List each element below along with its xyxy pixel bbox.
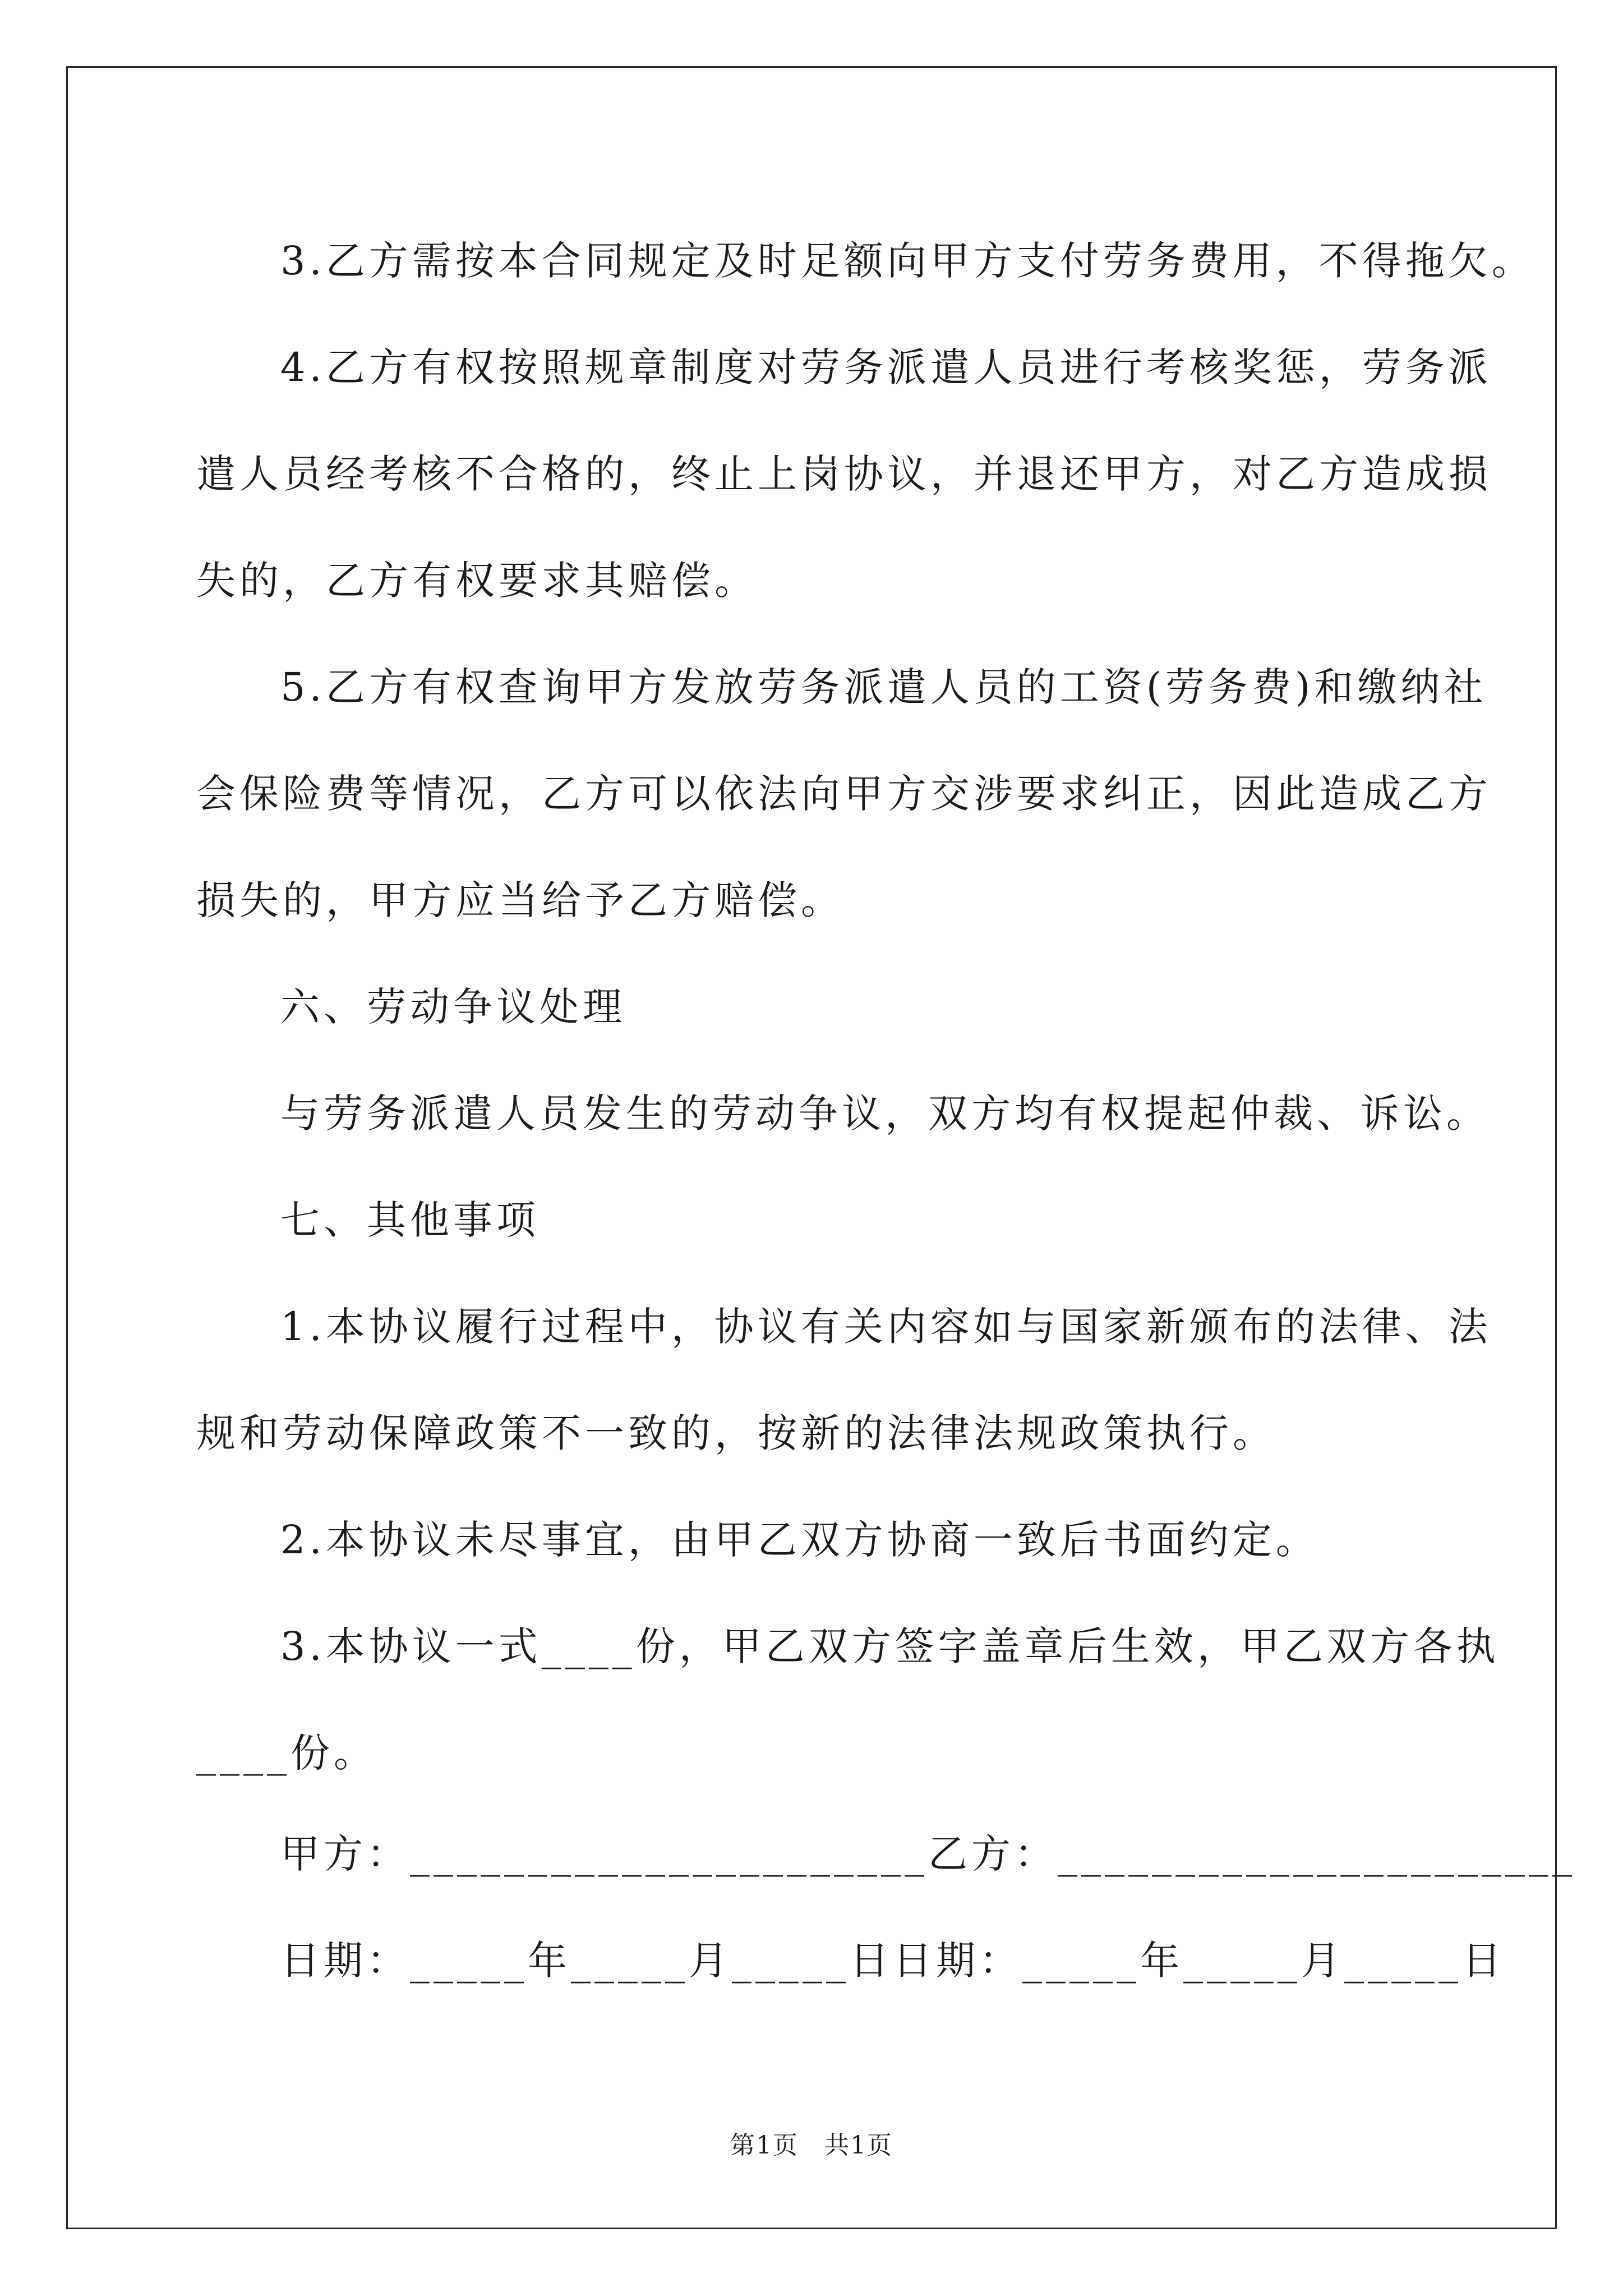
paragraph-line: 4.乙方有权按照规章制度对劳务派遣人员进行考核奖惩，劳务派 — [280, 344, 1492, 390]
page-number-footer: 第1页 共1页 — [730, 2131, 893, 2160]
section-heading: 七、其他事项 — [280, 1197, 540, 1243]
paragraph-line: 5.乙方有权查询甲方发放劳务派遣人员的工资(劳务费)和缴纳社 — [280, 664, 1487, 710]
paragraph-line: 2.本协议未尽事宜，由甲乙双方协商一致后书面约定。 — [280, 1517, 1319, 1563]
paragraph-line: 3.乙方需按本合同规定及时足额向甲方支付劳务费用，不得拖欠。 — [280, 238, 1535, 284]
paragraph-line: 损失的，甲方应当给予乙方赔偿。 — [196, 877, 844, 923]
paragraph-line: 1.本协议履行过程中，协议有关内容如与国家新颁布的法律、法 — [280, 1304, 1492, 1350]
document-body — [196, 208, 1535, 1806]
section-heading: 六、劳动争议处理 — [280, 984, 626, 1030]
paragraph-line: 失的，乙方有权要求其赔偿。 — [196, 558, 758, 604]
signature-dates-line: 日期：_____年_____月_____日日期：_____年_____月_____日 — [280, 1938, 1505, 1984]
paragraph-line: ____份。 — [196, 1730, 377, 1776]
paragraph-line: 遣人员经考核不合格的，终止上岗协议，并退还甲方，对乙方造成损 — [196, 451, 1492, 497]
signature-parties-line: 甲方：______________________乙方：______________________ — [280, 1831, 1576, 1877]
paragraph-line: 3.本协议一式____份，甲乙双方签字盖章后生效，甲乙双方各执 — [280, 1623, 1500, 1669]
paragraph-line: 会保险费等情况，乙方可以依法向甲方交涉要求纠正，因此造成乙方 — [196, 771, 1492, 817]
paragraph-line: 与劳务派遣人员发生的劳动争议，双方均有权提起仲裁、诉讼。 — [280, 1091, 1490, 1137]
paragraph-line: 规和劳动保障政策不一致的，按新的法律法规政策执行。 — [196, 1410, 1276, 1456]
